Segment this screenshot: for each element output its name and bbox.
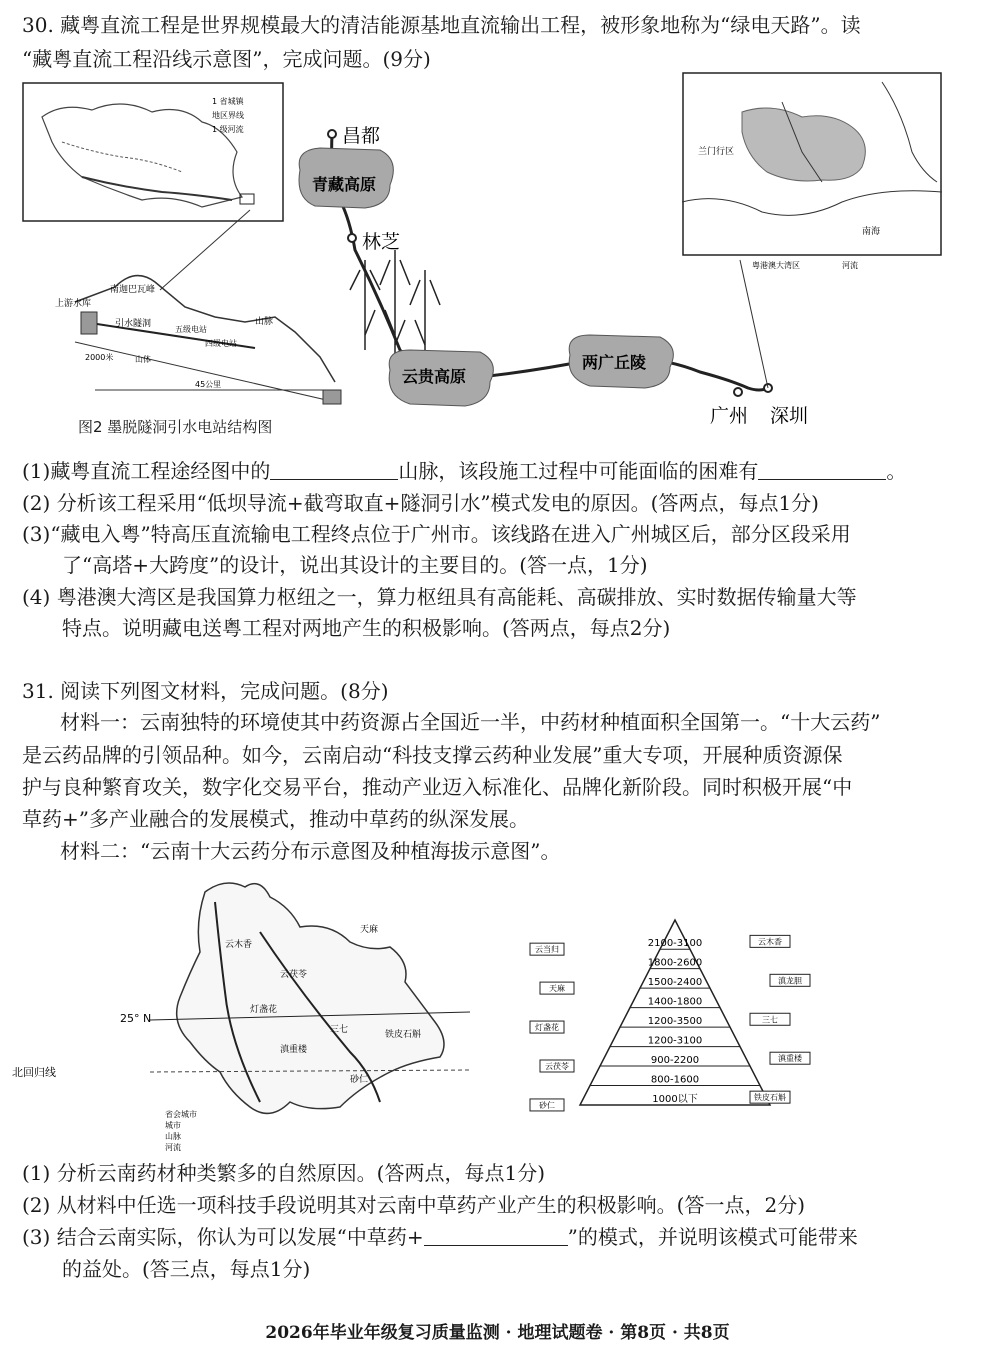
fig2-caption: 图2 墨脱隧洞引水电站结构图 <box>78 418 273 436</box>
pyramid-left-tag: 云当归 <box>535 945 559 955</box>
fig2-distance: 45公里 <box>195 380 222 389</box>
yunnan-map-tropic: 北回归线 <box>12 1066 56 1079</box>
yunnan-herb-sanqi: 三七 <box>330 1025 349 1035</box>
q31-sub3-blank[interactable] <box>424 1223 568 1246</box>
pyramid-band-label: 1200-3500 <box>647 1016 703 1028</box>
q30-sub4-line2: 特点。说明藏电送粤工程对两地产生的积极影响。(答两点，每点2分) <box>62 616 671 640</box>
route-lianguang: 两广丘陵 <box>582 353 647 372</box>
pyramid-right-tag: 三七 <box>762 1015 778 1025</box>
tibet-map-legend-2: 地区界线 <box>212 111 244 120</box>
q31-sub3-line1: (3) 结合云南实际，你认为可以发展“中草药+ ”的模式，并说明该模式可能带来 <box>22 1225 858 1249</box>
q30-sub2: (2) 分析该工程采用“低坝导流+截弯取直+隧洞引水”模式发电的原因。(答两点，每点1分) <box>22 491 819 515</box>
route-changdu: 昌都 <box>342 125 381 147</box>
q31-material1-line2: 是云药品牌的引领品种。如今，云南启动“科技支撑云药种业发展”重大专项，开展种质资源保 <box>22 743 843 767</box>
route-shenzhen: 深圳 <box>770 405 809 427</box>
route-yungui: 云贵高原 <box>402 367 467 386</box>
altitude-pyramid <box>520 915 850 1115</box>
pyramid-right-tag: 滇龙胆 <box>778 976 802 986</box>
gba-map-legend-2: 河流 <box>842 261 858 270</box>
q31-sub3-line2: 的益处。(答三点，每点1分) <box>62 1257 311 1281</box>
q30-sub3-line2: 了“高塔+大跨度”的设计，说出其设计的主要目的。(答一点，1分) <box>62 553 648 577</box>
pyramid-right-tag: 滇重楼 <box>778 1054 802 1064</box>
tibet-map-legend-3: 1 级河流 <box>212 125 244 134</box>
yunnan-herb-yunfuling: 云茯苓 <box>280 970 308 980</box>
pyramid-band-label: 900-2200 <box>650 1055 700 1067</box>
route-guangzhou: 广州 <box>710 405 749 427</box>
yunnan-legend-2: 城市 <box>165 1121 181 1130</box>
pyramid-left-tag: 灯盏花 <box>535 1023 559 1033</box>
yunnan-legend-3: 山脉 <box>165 1132 181 1141</box>
pyramid-left-tag: 砂仁 <box>539 1100 555 1110</box>
q30-sub1: (1)藏粤直流工程途经图中的 山脉，该段施工过程中可能面临的困难有 。 <box>22 459 907 483</box>
q30-sub4-line1: (4) 粤港澳大湾区是我国算力枢纽之一，算力枢纽具有高能耗、高碳排放、实时数据传输量大等 <box>22 585 857 609</box>
pyramid-band-label: 2100-3100 <box>647 938 703 950</box>
q31-material1-line4: 草药+”多产业融合的发展模式，推动中草药的纵深发展。 <box>22 807 529 831</box>
pyramid-band-label: 1200-3100 <box>647 1035 703 1047</box>
pyramid-band-label: 1000以下 <box>652 1094 698 1105</box>
yunnan-legend-4: 河流 <box>165 1143 181 1152</box>
gba-map <box>682 72 944 272</box>
pyramid-right-tag: 云木香 <box>758 937 782 947</box>
yunnan-map-lat: 25° N <box>120 1012 152 1025</box>
q30-sub1-blank2[interactable] <box>758 457 886 480</box>
pyramid-right-tag: 铁皮石斛 <box>754 1093 786 1103</box>
q31-material1-line1: 材料一：云南独特的环境使其中药资源占全国近一半，中药材种植面积全国第一。“十大云药” <box>60 710 881 734</box>
fig2-mountain: 山脉 <box>255 317 274 327</box>
route-qingzang: 青藏高原 <box>312 175 377 194</box>
q30-sub1-blank1[interactable] <box>270 457 398 480</box>
pyramid-band-label: 1800-2600 <box>647 957 703 969</box>
gba-map-sea: 南海 <box>862 227 881 237</box>
route-linzhi: 林芝 <box>362 231 401 253</box>
yunnan-herb-yunmuxiang: 云木香 <box>225 940 253 950</box>
page-footer: 2026年毕业年级复习质量监测 · 地理试题卷 · 第8页 · 共8页 <box>265 1323 730 1343</box>
pyramid-left-tag: 天麻 <box>549 984 565 994</box>
q31-material2: 材料二：“云南十大云药分布示意图及种植海拔示意图”。 <box>60 839 561 863</box>
yunnan-herb-chonglou: 滇重楼 <box>280 1045 308 1055</box>
fig2-body: 山体 <box>135 355 151 364</box>
yunnan-map <box>12 872 470 1152</box>
fig2-station2: 四级电站 <box>205 339 237 348</box>
yunnan-herb-tianma: 天麻 <box>360 925 379 935</box>
fig2-peak: 南迦巴瓦峰 <box>110 285 156 295</box>
fig2-station1: 五级电站 <box>175 325 207 334</box>
q31-material1-line3: 护与良种繁育攻关，数字化交易平台，推动产业迈入标准化、品牌化新阶段。同时积极开展“中 <box>22 775 853 799</box>
q31-sub1: (1) 分析云南药材种类繁多的自然原因。(答两点，每点1分) <box>22 1161 546 1185</box>
fig2-height: 2000米 <box>85 353 114 362</box>
q30-stem-line1: 30. 藏粤直流工程是世界规模最大的清洁能源基地直流输出工程，被形象地称为“绿电天路”。读 <box>22 13 861 37</box>
fig2-tunnel: 引水隧洞 <box>115 319 152 329</box>
q30-stem-line2: “藏粤直流工程沿线示意图”，完成问题。(9分) <box>22 47 431 71</box>
yunnan-herb-sharen: 砂仁 <box>350 1075 369 1085</box>
pyramid-band-label: 800-1600 <box>650 1074 700 1086</box>
gba-map-legend-1: 粤港澳大湾区 <box>752 261 800 270</box>
q31-sub2: (2) 从材料中任选一项科技手段说明其对云南中草药产业产生的积极影响。(答一点，2分) <box>22 1193 806 1217</box>
fig2-upper-reservoir: 上游水库 <box>55 299 92 309</box>
pyramid-band-label: 1400-1800 <box>647 996 703 1008</box>
tibet-map-legend-1: 1 省城镇 <box>212 97 244 106</box>
gba-map-place: 兰门行区 <box>698 147 735 157</box>
yunnan-herb-dengzhanhua: 灯盏花 <box>250 1005 278 1015</box>
q31-stem: 31. 阅读下列图文材料，完成问题。(8分) <box>22 679 389 703</box>
pyramid-band-label: 1500-2400 <box>647 977 703 989</box>
yunnan-legend-1: 省会城市 <box>165 1110 197 1119</box>
q30-sub3-line1: (3)“藏电入粤”特高压直流输电工程终点位于广州市。该线路在进入广州城区后，部分区段采用 <box>22 522 851 546</box>
yunnan-herb-shihu: 铁皮石斛 <box>385 1030 422 1040</box>
pyramid-left-tag: 云茯苓 <box>545 1062 569 1071</box>
